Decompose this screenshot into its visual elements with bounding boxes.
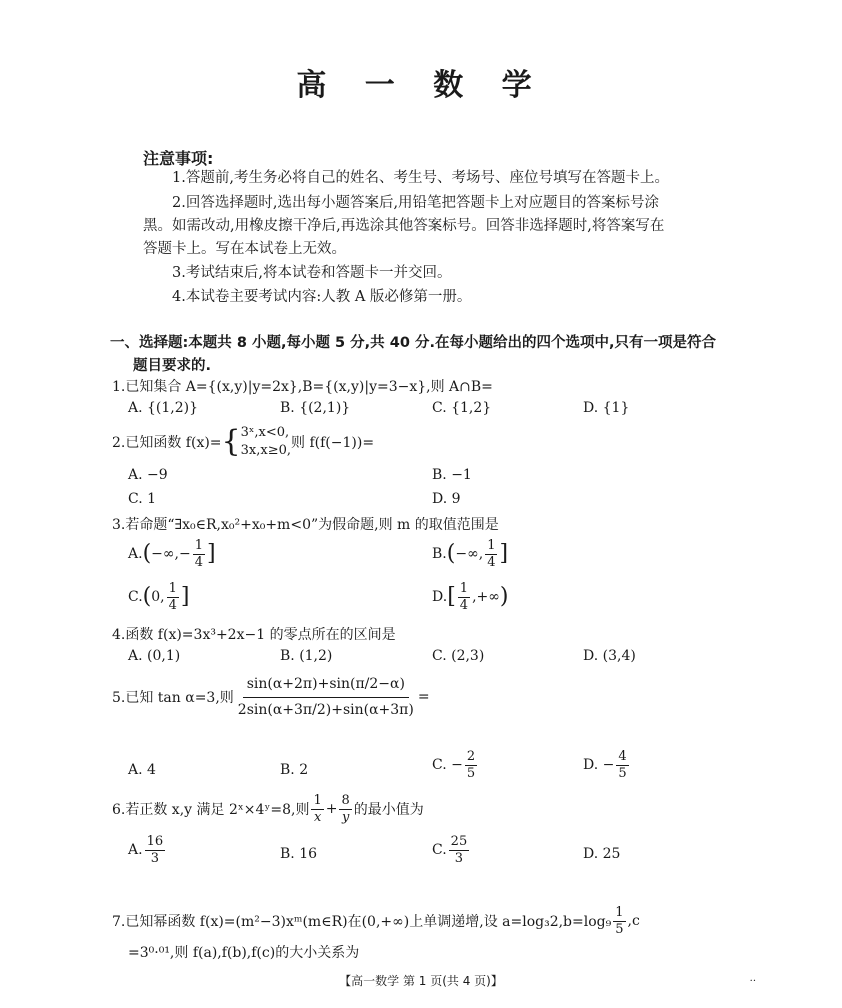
question-5-fraction xyxy=(234,676,418,719)
question-2-option-b: B. −1 xyxy=(432,467,472,483)
fraction: $\frac{8}{y}$ xyxy=(341,793,350,825)
notice-heading: 注意事项: xyxy=(143,149,214,168)
question-6-option-b: B. 16 xyxy=(280,846,318,862)
fraction: $\frac{25}{3}$ xyxy=(450,834,468,866)
notice-line-1: 1.答题前,考生务必将自己的姓名、考生号、考场号、座位号填写在答题卡上。 xyxy=(172,170,669,186)
question-2-option-c: C. 1 xyxy=(128,491,157,507)
question-3-option-a: A. ( −∞,− $\frac{1}{4}$ ] xyxy=(128,538,216,570)
question-4-option-b: B. (1,2) xyxy=(280,648,333,664)
fraction: $\frac{1}{x}$ xyxy=(313,793,322,825)
section-heading-line-2: 题目要求的. xyxy=(133,358,212,374)
section-heading-line-1: 一、选择题:本题共 8 小题,每小题 5 分,共 40 分.在每小题给出的四个选项中,只有一项是符合 xyxy=(110,335,716,351)
question-5-option-a: A. 4 xyxy=(128,762,156,778)
question-4-stem: 4.函数 f(x)=3x³+2x−1 的零点所在的区间是 xyxy=(112,627,396,643)
fraction: $\frac{1}{5}$ xyxy=(615,905,624,937)
notice-line-3: 3.考试结束后,将本试卷和答题卡一并交回。 xyxy=(172,265,452,281)
question-5-stem xyxy=(112,676,430,719)
question-5-numerator: sin(α+2π)+sin(π/2−α) xyxy=(243,676,409,698)
piecewise-case-1: 3ˣ,x<0, xyxy=(240,425,290,440)
fraction: $\frac{4}{5}$ xyxy=(618,749,627,781)
question-6-option-a: A. $\frac{16}{3}$ xyxy=(128,834,164,866)
notice-line-2b: 黑。如需改动,用橡皮擦干净后,再选涂其他答案标号。回答非选择题时,将答案写在 xyxy=(143,218,665,234)
question-1-option-c: C. {1,2} xyxy=(432,400,492,416)
fraction: $\frac{2}{5}$ xyxy=(466,749,476,781)
notice-line-4: 4.本试卷主要考试内容:人教 A 版必修第一册。 xyxy=(172,289,472,305)
question-1-option-a: A. {(1,2)} xyxy=(128,400,199,416)
question-7-stem-line-2: =3⁰·⁰¹,则 f(a),f(b),f(c)的大小关系为 xyxy=(128,945,360,961)
question-4-option-a: A. (0,1) xyxy=(128,648,181,664)
question-6-stem: 6.若正数 x,y 满足 2ˣ×4ʸ=8,则 $\frac{1}{x}$ + $\frac{8}{y}$ 的最小值为 xyxy=(112,793,424,825)
question-5-option-b: B. 2 xyxy=(280,762,309,778)
fraction: $\frac{1}{4}$ xyxy=(168,581,177,613)
piecewise-case-2: 3x,x≥0, xyxy=(240,442,292,458)
question-4-option-d: D. (3,4) xyxy=(583,648,636,664)
notice-line-2a: 2.回答选择题时,选出每小题答案后,用铅笔把答题卡上对应题目的答案标号涂 xyxy=(172,195,660,211)
question-3-stem: 3.若命题“∃x₀∈R,x₀²+x₀+m<0”为假命题,则 m 的取值范围是 xyxy=(112,517,499,533)
question-3-option-d: D. [ $\frac{1}{4}$ ,+∞ ) xyxy=(432,581,509,613)
corner-mark: ·· xyxy=(749,976,756,987)
question-2-stem xyxy=(112,424,374,459)
question-4-option-c: C. (2,3) xyxy=(432,648,485,664)
question-2-option-a: A. −9 xyxy=(128,467,168,483)
question-1-stem: 1.已知集合 A={(x,y)|y=2x},B={(x,y)|y=3−x},则 A∩B= xyxy=(112,379,493,395)
fraction: $\frac{1}{4}$ xyxy=(194,538,204,570)
question-3-option-c: C. ( 0, $\frac{1}{4}$ ] xyxy=(128,581,190,613)
question-2-option-d: D. 9 xyxy=(432,491,461,507)
piecewise-cases xyxy=(241,424,291,459)
question-2-suffix: 则 f(f(−1))= xyxy=(291,434,375,451)
question-7-stem-line-1: 7.已知幂函数 f(x)=(m²−3)xᵐ(m∈R)在(0,+∞)上单调递增,设 a=log₃2,b=log₉ $\frac{1}{5}$ ,c xyxy=(112,905,640,937)
question-5-prefix: 5.已知 tan α=3,则 xyxy=(112,690,234,707)
piecewise-brace: { xyxy=(221,423,241,459)
question-1-option-d: D. {1} xyxy=(583,400,630,416)
question-2-prefix: 2.已知函数 f(x)= xyxy=(112,434,222,451)
page-footer: 【高一数学 第 1 页(共 4 页)】 xyxy=(339,974,503,988)
question-5-option-c: C. − $\frac{2}{5}$ xyxy=(432,749,476,781)
question-5-denominator: 2sin(α+3π/2)+sin(α+3π) xyxy=(237,701,414,718)
question-1-option-b: B. {(2,1)} xyxy=(280,400,351,416)
question-5-option-d: D. − $\frac{4}{5}$ xyxy=(583,749,627,781)
fraction: $\frac{1}{4}$ xyxy=(459,581,469,613)
fraction: $\frac{1}{4}$ xyxy=(487,538,496,570)
question-5-suffix: = xyxy=(417,689,430,706)
fraction: $\frac{16}{3}$ xyxy=(146,834,164,866)
page-title: 高 一 数 学 xyxy=(296,68,546,103)
question-3-option-b: B. ( −∞, $\frac{1}{4}$ ] xyxy=(432,538,509,570)
question-6-option-c: C. $\frac{25}{3}$ xyxy=(432,834,468,866)
notice-line-2c: 答题卡上。写在本试卷上无效。 xyxy=(143,241,346,257)
question-6-option-d: D. 25 xyxy=(583,846,621,862)
